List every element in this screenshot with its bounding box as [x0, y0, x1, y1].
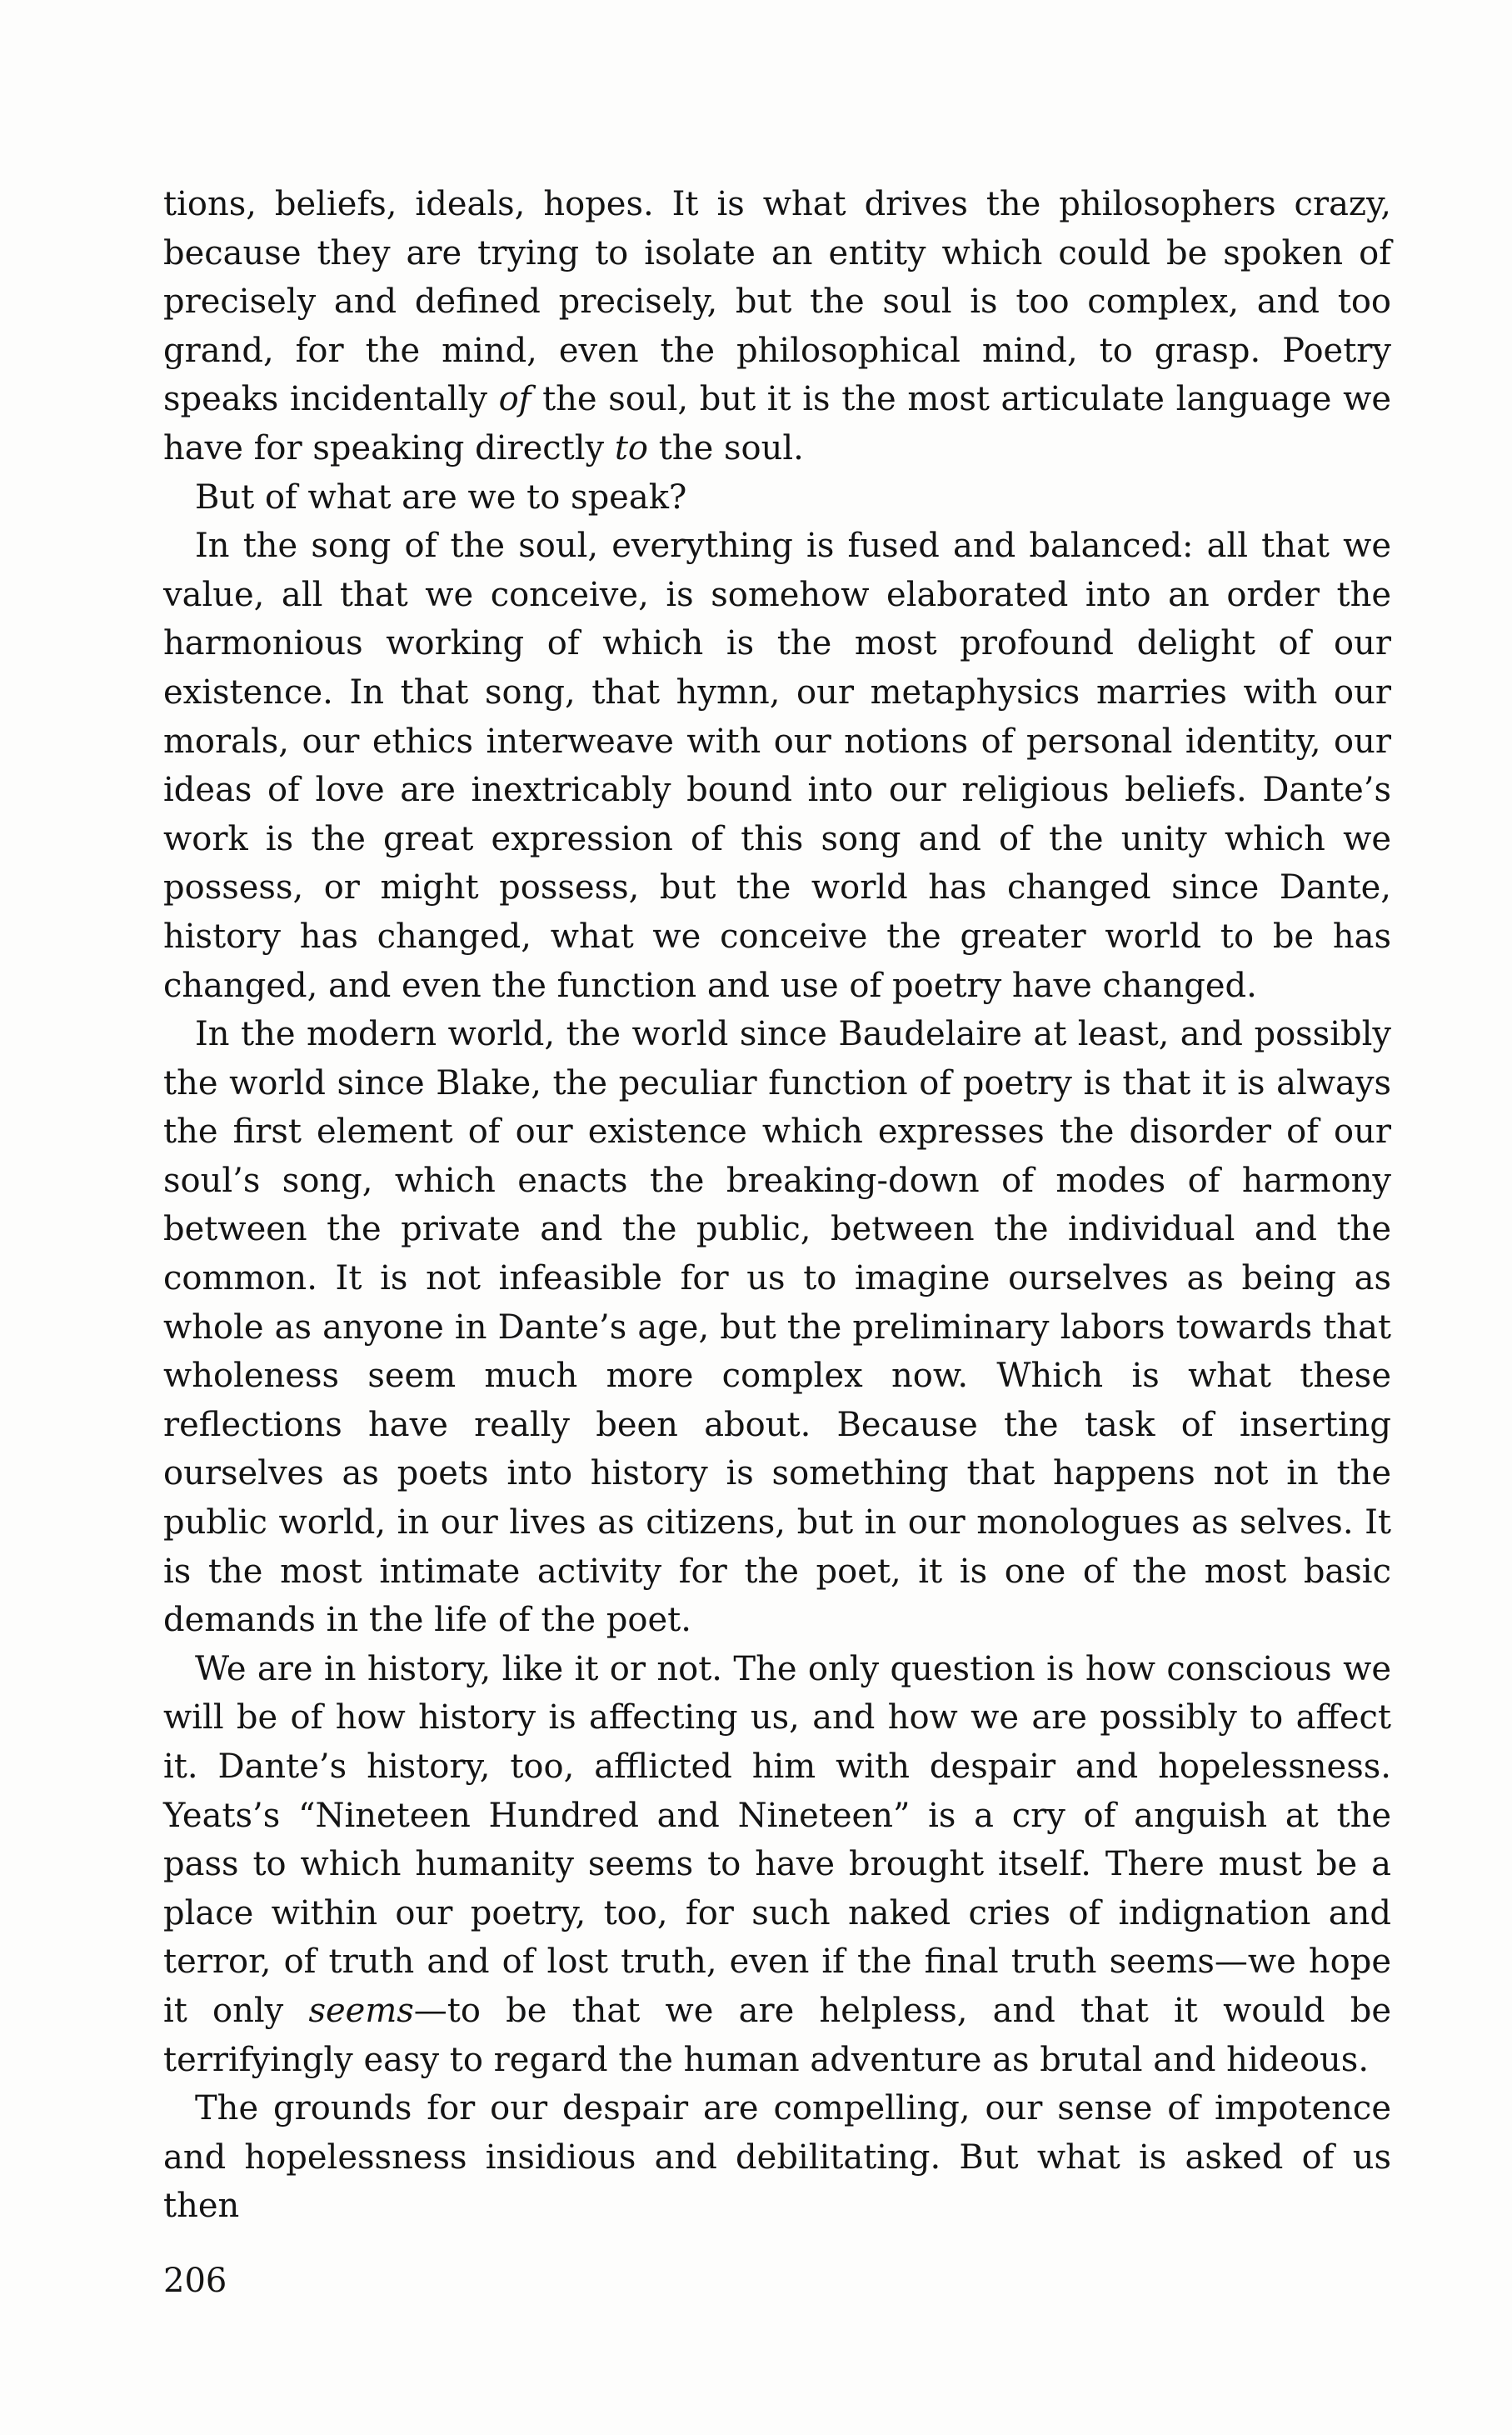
text-run: the soul. — [648, 428, 804, 468]
paragraph — [163, 2084, 1391, 2231]
text-run: The grounds for our despair are compelling, our sense of impotence and hopelessness insidious and debilitating. But what is asked of us then — [163, 2089, 1391, 2226]
paragraph — [163, 180, 1391, 473]
text-run: In the modern world, the world since Baudelaire at least, and possibly the world since Blake, the peculiar function of poetry is that it is always the first element of our existence which expresses the disorder of our soul’s song, which enacts the breaking-down of modes of harmony between the private and the public, between the individual and the common. It is not infeasible for us to imagine ourselves as being as whole as anyone in Dante’s age, but the preliminary labors towards that wholeness seem much more complex now. Which is what these reflections have really been about. Because the task of inserting ourselves as poets into history is something that happens not in the public world, in our lives as citizens, but in our monologues as selves. It is the most intimate activity for the poet, it is one of the most basic demands in the life of the poet. — [163, 1015, 1391, 1640]
page-number: 206 — [163, 2262, 227, 2300]
italic-text: of — [498, 380, 531, 419]
body-text — [163, 180, 1391, 2231]
paragraph — [163, 1645, 1391, 2084]
italic-text: seems — [308, 1991, 414, 2030]
text-run: We are in history, like it or not. The only question is how conscious we will be of how history is affecting us, and how we are possibly to affect it. Dante’s history, too, afflicted him with despair and hopelessness. Yeats’s “Nineteen Hundred and Nineteen” is a cry of anguish at the pass to which humanity seems to have brought itself. There must be a place within our poetry, too, for such naked cries of indignation and terror, of truth and of lost truth, even if the final truth seems—we hope it only — [163, 1649, 1391, 2030]
paragraph — [163, 473, 1391, 522]
paragraph — [163, 522, 1391, 1010]
text-run: —to be that we are helpless, and that it would be terrifyingly easy to regard the human adventure as brutal and hideous. — [163, 1991, 1391, 2079]
text-run: tions, beliefs, ideals, hopes. It is what drives the philosophers crazy, because they are trying to isolate an entity which could be spoken of precisely and defined precisely, but the soul is too complex, and too grand, for the mind, even the philosophical mind, to grasp. Poetry speaks incidentally — [163, 185, 1391, 419]
text-run: the soul, but it is the most articulate language we have for speaking directly — [163, 380, 1391, 468]
text-run: But of what are we to speak? — [195, 478, 687, 517]
paragraph — [163, 1010, 1391, 1645]
italic-text: to — [614, 428, 649, 468]
text-run: In the song of the soul, everything is fused and balanced: all that we value, all that we conceive, is somehow elaborated into an order the harmonious working of which is the most profound delight of our existence. In that song, that hymn, our metaphysics marries with our morals, our ethics interweave with our notions of personal identity, our ideas of love are inextricably bound into our religious beliefs. Dante’s work is the great expression of this song and of the unity which we possess, or might possess, but the world has changed since Dante, history has changed, what we conceive the greater world to be has changed, and even the function and use of poetry have changed. — [163, 527, 1391, 1005]
